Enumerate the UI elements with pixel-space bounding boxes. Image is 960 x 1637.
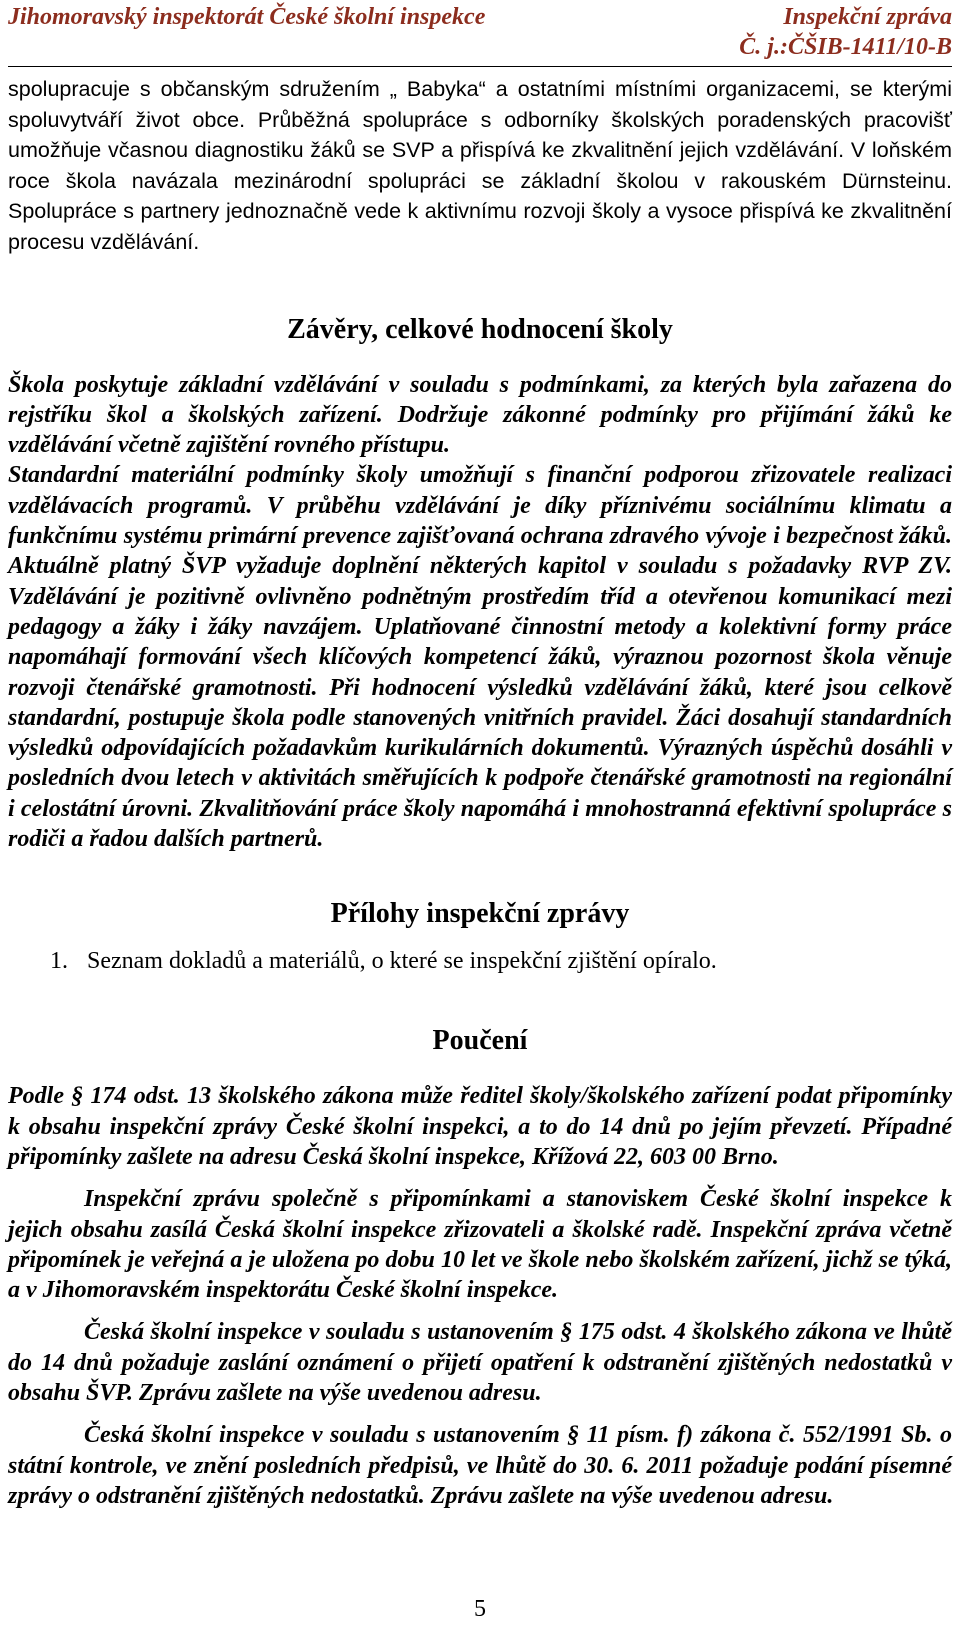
conclusions-heading: Závěry, celkové hodnocení školy [287, 313, 673, 345]
attachment-number: 1. [50, 948, 68, 975]
intro-paragraph: spolupracuje s občanským sdružením „ Babyka“ a ostatními místními organizacemi, se kterými spoluvytváří život obce. Průběžná spolupráce s odborníky školských poradenských pracovišť umožňuje včasnou diagnostiku žáků se SVP a přispívá ke zkvalitnění jejich vzdělávání. V loňském roce škola navázala mezinárodní spolupráci se základní školou v rakouském Dürnsteinu. Spolupráce s partnery jednoznačně vede k aktivnímu rozvoji školy a vysoce přispívá ke zkvalitnění procesu vzdělávání. [8, 77, 952, 254]
header-reference-number: Č. j.:ČŠIB-1411/10-B [739, 34, 952, 60]
instruction-heading: Poučení [432, 1025, 528, 1057]
attachment-list-item [8, 948, 952, 975]
attachments-heading: Přílohy inspekční zprávy [330, 898, 630, 930]
document-body [8, 74, 952, 1511]
conclusions-paragraph-1: Škola poskytuje základní vzdělávání v souladu s podmínkami, za kterých byla zařazena do rejstříku škol a školských zařízení. Dodržuje zákonné podmínky pro přijímání žáků ke vzdělávání včetně zajištění rovného přístupu. [8, 371, 952, 459]
page-number: 5 [474, 1596, 486, 1622]
conclusions-paragraph-2: Standardní materiální podmínky školy umožňují s finanční podporou zřizovatele realizaci vzdělávacích programů. V průběhu vzdělávání je díky příznivému sociálnímu klimatu a funkčnímu systému primární prevence zajišťovaná ochrana zdravého vývoje i bezpečnost žáků. Aktuálně platný ŠVP vyžaduje doplnění některých kapitol v souladu s požadavky RVP ZV. Vzdělávání je pozitivně ovlivněno podnětným prostředím tříd a otevřenou komunikací mezi pedagogy a žáky i žáky navzájem. Uplatňované činnostní metody a kolektivní formy práce napomáhají formování všech klíčových kompetencí žáků, výraznou pozornost škola věnuje rozvoji čtenářské gramotnosti. Při hodnocení výsledků vzdělávání žáků, které jsou celkově standardní, postupuje škola podle stanovených vnitřních pravidel. Žáci dosahují standardních výsledků odpovídajících požadavkům kurikulárních dokumentů. Výrazných úspěchů dosáhli v posledních dvou letech v aktivitách směřujících k podpoře čtenářské gramotnosti na regionální i celostátní úrovni. Zkvalitňování práce školy napomáhá i mnohostranná efektivní spolupráce s rodiči a řadou dalších partnerů. [8, 462, 952, 853]
page-header [8, 4, 952, 62]
instruction-paragraph-3: Česká školní inspekce v souladu s ustanovením § 175 odst. 4 školského zákona ve lhůtě do 14 dnů požaduje zaslání oznámení o přijetí opatření k odstranění zjištěných nedostatků v obsahu ŠVP. Zprávu zašlete na výše uvedenou adresu. [8, 1319, 952, 1406]
instruction-paragraph-4: Česká školní inspekce v souladu s ustanovením § 11 písm. f) zákona č. 552/1991 Sb. o státní kontrole, ve znění posledních předpisů, ve lhůtě do 30. 6. 2011 požaduje podání písemné zprávy o odstranění zjištěných nedostatků. Zprávu zašlete na výše uvedenou adresu. [8, 1422, 952, 1509]
instruction-paragraph-1: Podle § 174 odst. 13 školského zákona může ředitel školy/školského zařízení podat připomínky k obsahu inspekční zprávy České školní inspekci, a to do 14 dnů po jejím převzetí. Případné připomínky zašlete na adresu Česká školní inspekce, Křížová 22, 603 00 Brno. [8, 1083, 952, 1170]
header-report-title: Inspekční zpráva [783, 4, 952, 30]
attachment-text: Seznam dokladů a materiálů, o které se inspekční zjištění opíralo. [87, 948, 717, 975]
header-inspectorate: Jihomoravský inspektorát České školní inspekce [8, 4, 486, 30]
header-divider [8, 66, 952, 67]
instruction-paragraph-2: Inspekční zprávu společně s připomínkami a stanoviskem České školní inspekce k jejich obsahu zasílá Česká školní inspekce zřizovateli a školské radě. Inspekční zpráva včetně připomínek je veřejná a je uložena po dobu 10 let ve škole nebo školském zařízení, jichž se týká, a v Jihomoravském inspektorátu České školní inspekce. [8, 1186, 952, 1304]
